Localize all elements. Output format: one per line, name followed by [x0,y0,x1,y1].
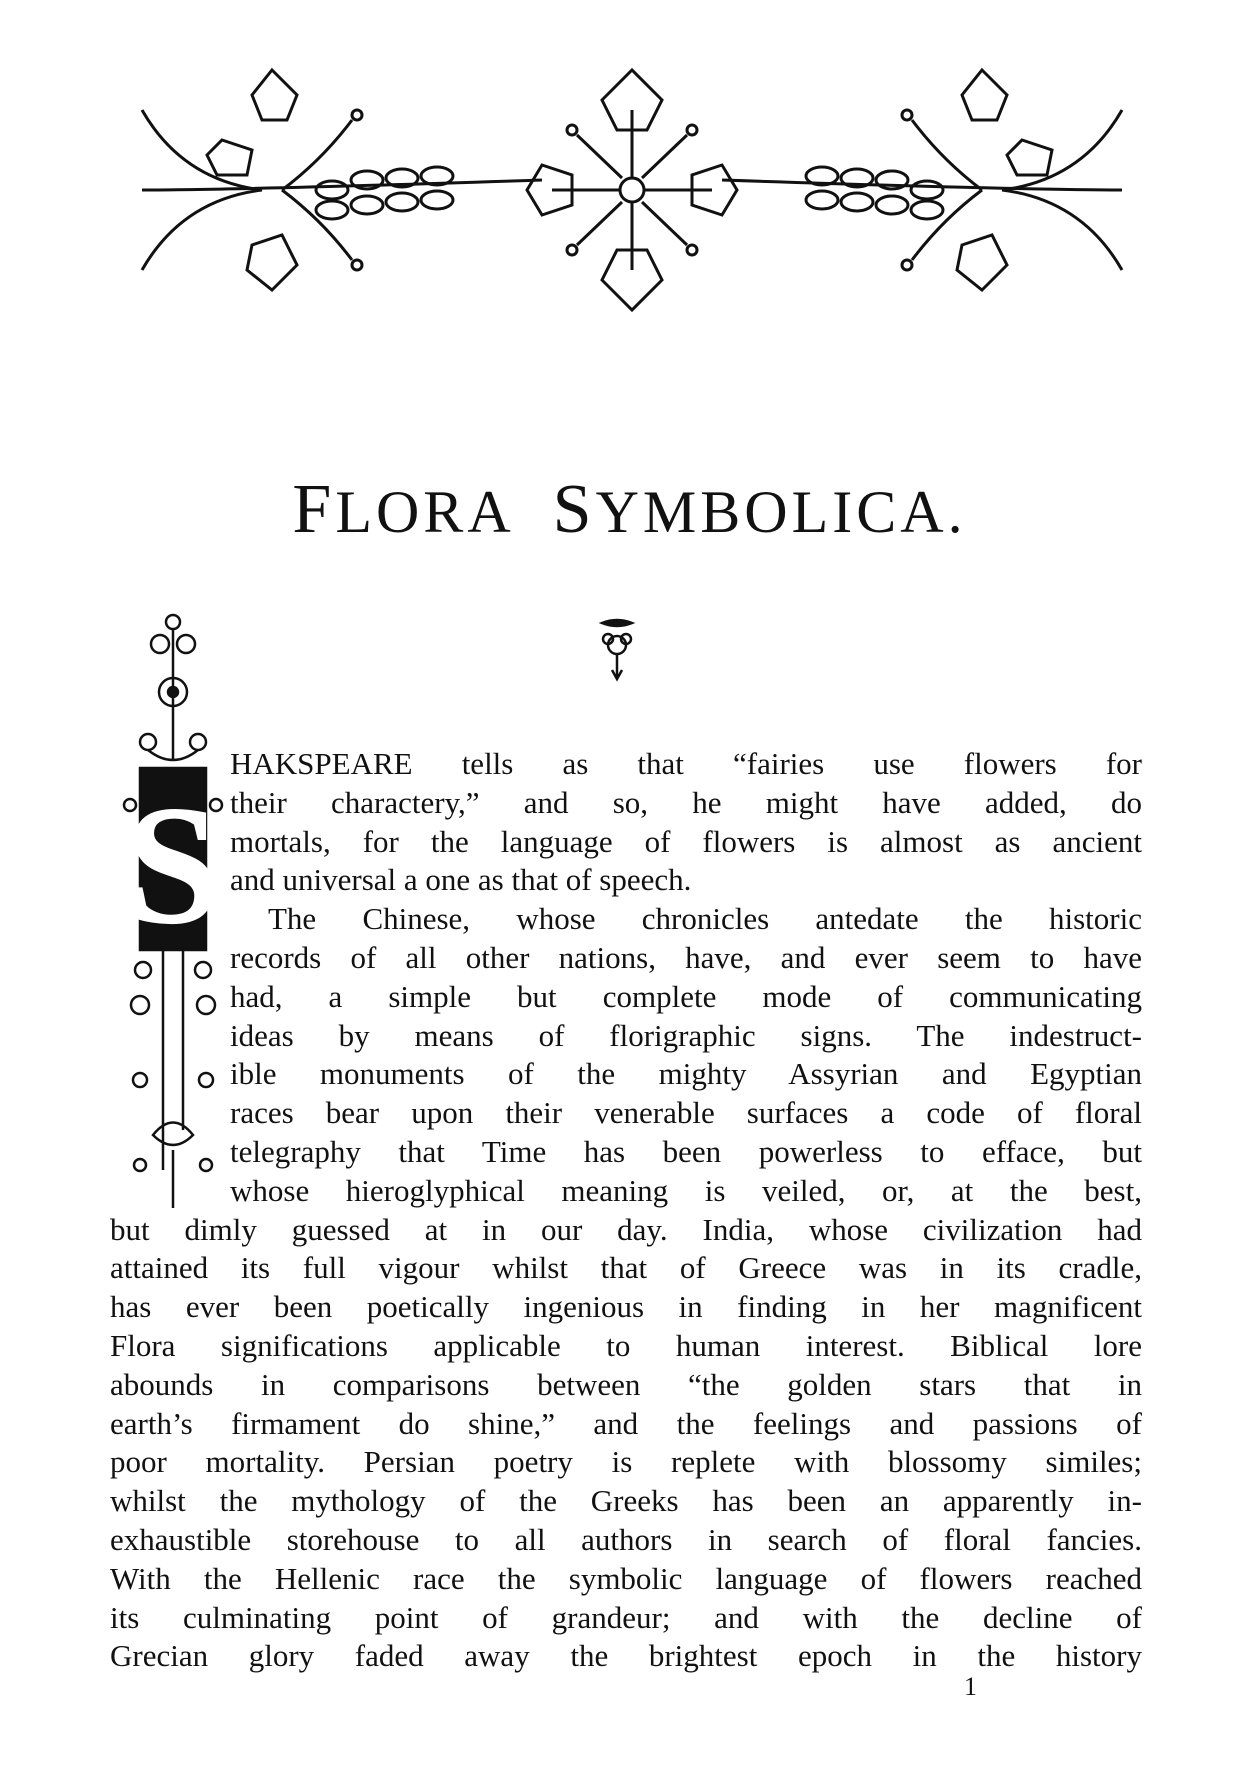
text-line: Flora significations applicable to human interest. Biblical lore [110,1327,1142,1363]
text-line: Grecian glory faded away the brightest epoch in the history [110,1638,1142,1674]
text-line: The Chinese, whose chronicles antedate the historic [268,901,1142,937]
text-line: poor mortality. Persian poetry is replete with blossomy similes; [110,1444,1142,1480]
body-text [110,745,1142,1676]
text-line: earth’s firmament do shine,” and the feelings and passions of [110,1405,1142,1441]
text-line: had, a simple but complete mode of communicating [230,978,1142,1014]
text-line: exhaustible storehouse to all authors in search of floral fancies. [110,1521,1142,1557]
text-line: has ever been poetically ingenious in finding in her magnificent [110,1289,1142,1325]
text-line: whose hieroglyphical meaning is veiled, or, at the best, [230,1172,1142,1208]
text-line: attained its full vigour whilst that of Greece was in its cradle, [110,1250,1142,1286]
text-line: whilst the mythology of the Greeks has been an apparently in- [110,1483,1142,1519]
title-word-flora: LORA [335,479,515,545]
text-line: ideas by means of florigraphic signs. The indestruct- [230,1017,1142,1053]
drop-cap-letter: S [125,771,221,959]
page-title [0,470,1259,550]
text-line: HAKSPEARE tells as that “fairies use flowers for [230,746,1142,781]
title-initial-s: S [552,471,596,548]
text-line: abounds in comparisons between “the golden stars that in [110,1366,1142,1402]
text-line: but dimly guessed at in our day. India, whose civilization had [110,1211,1142,1247]
text-line: telegraphy that Time has been powerless to efface, but [230,1133,1142,1169]
text-line: records of all other nations, have, and ever seem to have [230,939,1142,975]
text-line: and universal a one as that of speech. [230,862,692,898]
page-number: 1 [964,1672,977,1701]
floral-header-ornament [122,60,1142,340]
text-line: mortals, for the language of flowers is almost as ancient [230,823,1142,859]
text-line: its culminating point of grandeur; and with the decline of [110,1599,1142,1635]
text-line: races bear upon their venerable surfaces a code of floral [230,1095,1142,1131]
title-initial-f: F [292,471,336,548]
text-line: their charactery,” and so, he might have added, do [230,784,1142,820]
text-line: With the Hellenic race the symbolic language of flowers reached [110,1560,1142,1596]
text-line: ible monuments of the mighty Assyrian and Egyptian [230,1056,1142,1092]
title-word-symbolica: YMBOLICA. [595,479,967,545]
small-floral-ornament [594,615,640,683]
